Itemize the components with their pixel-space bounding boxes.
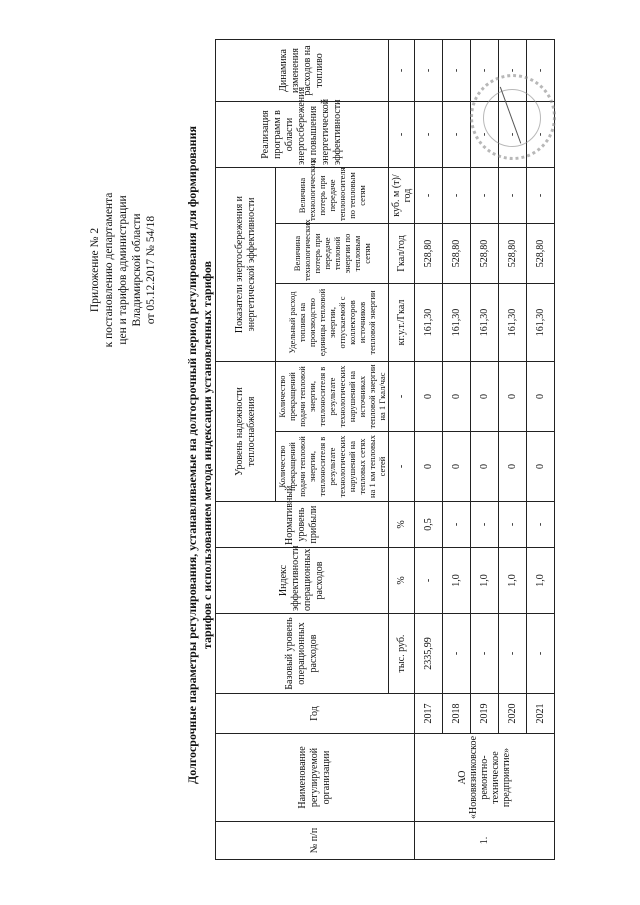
title-line: Долгосрочные параметры регулирования, устанавливаемые на долгосрочный период регулирования для формирования: [185, 126, 199, 784]
header-reliability-sources: Количество прекращений подачи тепловой энергии, теплоносителя в результате технологических нарушений на источниках тепловой энергии на 1 Гкал/час: [276, 362, 389, 432]
unit-cell: -: [389, 362, 415, 432]
document-title: [185, 25, 215, 885]
unit-cell: -: [389, 40, 415, 102]
cell-fuel: -: [527, 40, 555, 102]
unit-cell: куб. м (т)/год: [389, 168, 415, 224]
parameters-table: [215, 39, 555, 860]
cell-fuel: -: [443, 40, 471, 102]
cell-base-opex: 2335,99: [415, 614, 443, 694]
cell-e1: 161,30: [471, 284, 499, 362]
appendix-line: цен и тарифов администрации: [117, 195, 129, 345]
cell-e3: -: [471, 168, 499, 224]
cell-e2: 528,80: [527, 224, 555, 284]
cell-profit: 0,5: [415, 502, 443, 548]
cell-e1: 161,30: [499, 284, 527, 362]
header-reliability-networks: Количество прекращений подачи тепловой энергии, теплоносителя в результате технологических нарушений на тепловых сетях на 1 км тепловых сетей: [276, 432, 389, 502]
header-energy: Показатели энергосбережения и энергетической эффективности: [216, 168, 276, 362]
cell-profit: -: [499, 502, 527, 548]
cell-e2: 528,80: [471, 224, 499, 284]
cell-year: 2017: [415, 694, 443, 734]
header-energy-coolant-losses: Величина технологических потерь при передаче теплоносителя по тепловым сетям: [276, 168, 389, 224]
cell-e2: 528,80: [443, 224, 471, 284]
unit-cell: Гкал/год: [389, 224, 415, 284]
unit-cell: %: [389, 502, 415, 548]
row-number: 1.: [415, 822, 555, 860]
cell-fuel: -: [499, 40, 527, 102]
header-reliability: Уровень надежности теплоснабжения: [216, 362, 276, 502]
cell-r2: 0: [527, 362, 555, 432]
header-base-opex: Базовый уровень операционных расходов: [216, 614, 389, 694]
cell-e3: -: [499, 168, 527, 224]
cell-r2: 0: [415, 362, 443, 432]
cell-program: -: [527, 102, 555, 168]
cell-r2: 0: [443, 362, 471, 432]
table-row: [415, 40, 443, 860]
cell-r2: 0: [471, 362, 499, 432]
cell-e2: 528,80: [415, 224, 443, 284]
unit-cell: -: [389, 432, 415, 502]
header-year: Год: [216, 694, 415, 734]
cell-year: 2019: [471, 694, 499, 734]
cell-base-opex: -: [499, 614, 527, 694]
cell-base-opex: -: [443, 614, 471, 694]
cell-profit: -: [471, 502, 499, 548]
cell-year: 2021: [527, 694, 555, 734]
unit-cell: -: [389, 102, 415, 168]
header-energy-fuel-rate: Удельный расход топлива на производство единицы тепловой энергии, отпускаемой с коллекторов источников тепловой энергии: [276, 284, 389, 362]
cell-year: 2020: [499, 694, 527, 734]
unit-cell: тыс. руб.: [389, 614, 415, 694]
appendix-line: Приложение № 2: [89, 227, 101, 313]
cell-profit: -: [443, 502, 471, 548]
appendix-line: от 05.12.2017 № 54/18: [145, 215, 157, 325]
cell-base-opex: -: [527, 614, 555, 694]
cell-e3: -: [415, 168, 443, 224]
cell-year: 2018: [443, 694, 471, 734]
unit-cell: кг.у.т./Гкал: [389, 284, 415, 362]
cell-program: -: [443, 102, 471, 168]
cell-r1: 0: [527, 432, 555, 502]
cell-opex-index: 1,0: [443, 548, 471, 614]
header-org: Наименование регулируемой организации: [216, 734, 415, 822]
cell-e1: 161,30: [415, 284, 443, 362]
header-num: № п/п: [216, 822, 415, 860]
cell-opex-index: 1,0: [471, 548, 499, 614]
appendix-line: Владимирской области: [131, 213, 143, 327]
cell-e1: 161,30: [527, 284, 555, 362]
cell-program: -: [471, 102, 499, 168]
header-program: Реализация программ в области энергосбережения и повышения энергетической эффективности: [216, 102, 389, 168]
cell-profit: -: [527, 502, 555, 548]
cell-e2: 528,80: [499, 224, 527, 284]
header-fuel: Динамика изменения расходов на топливо: [216, 40, 389, 102]
appendix-line: к постановлению департамента: [103, 192, 115, 348]
cell-opex-index: 1,0: [499, 548, 527, 614]
cell-r2: 0: [499, 362, 527, 432]
cell-opex-index: 1,0: [527, 548, 555, 614]
cell-base-opex: -: [471, 614, 499, 694]
cell-r1: 0: [443, 432, 471, 502]
unit-cell: %: [389, 548, 415, 614]
cell-e3: -: [443, 168, 471, 224]
header-profit: Нормативный уровень прибыли: [216, 502, 389, 548]
cell-e1: 161,30: [443, 284, 471, 362]
cell-e3: -: [527, 168, 555, 224]
cell-r1: 0: [499, 432, 527, 502]
cell-fuel: -: [471, 40, 499, 102]
cell-opex-index: -: [415, 548, 443, 614]
appendix-block: [88, 160, 158, 380]
organization-name: АО «Нововязниковское ремонтно-техническое предприятие»: [415, 734, 555, 822]
cell-r1: 0: [471, 432, 499, 502]
cell-r1: 0: [415, 432, 443, 502]
title-line: тарифов с использованием метода индексации установленных тарифов: [200, 260, 214, 650]
cell-program: -: [499, 102, 527, 168]
header-opex-index: Индекс эффективности операционных расходов: [216, 548, 389, 614]
cell-program: -: [415, 102, 443, 168]
header-energy-heat-losses: Величина технологических потерь при передаче тепловой энергии по тепловым сетям: [276, 224, 389, 284]
cell-fuel: -: [415, 40, 443, 102]
